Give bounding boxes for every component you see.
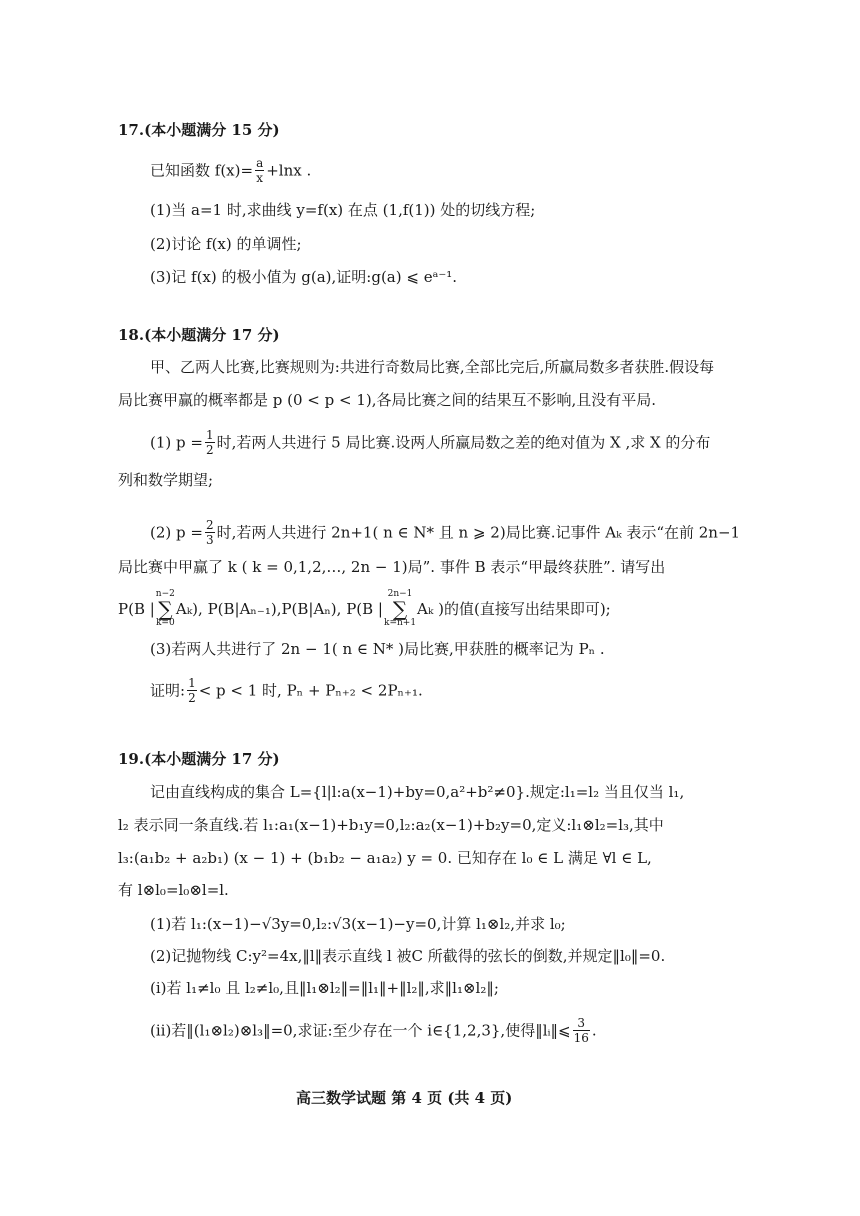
q18-p1-fraction [205, 429, 215, 456]
q19-heading: 19.(本小题满分 17 分) [118, 750, 280, 768]
q19-p2ii-fraction [573, 1017, 590, 1044]
q19-p2ii-num: 3 [573, 1017, 590, 1031]
q18-proof-num: 1 [188, 676, 196, 690]
q19-p2ii-pre: (ⅱ)若‖(l₁⊗l₂)⊗l₃‖=0,求证:至少存在一个 i∈{1,2,3},使得‖lᵢ‖⩽ [150, 1021, 571, 1040]
q17-frac-num: a [256, 156, 264, 170]
q18-part1-line2: 列和数学期望; [118, 471, 214, 489]
q18-part1 [150, 429, 710, 456]
q18-p1-num: 1 [205, 428, 214, 442]
q18-proof [150, 677, 423, 704]
q17-part1: (1)当 a=1 时,求曲线 y=f(x) 在点 (1,f(1)) 处的切线方程; [150, 201, 536, 219]
q19-intro-line2: l₂ 表示同一条直线.若 l₁:a₁(x−1)+b₁y=0,l₂:a₂(x−1)+b₂y=0,定义:l₁⊗l₂=l₃,其中 [118, 816, 664, 834]
q18-sum-a-pre: P(B | [118, 600, 155, 618]
q17-fraction [255, 157, 264, 184]
q17-intro [150, 157, 311, 184]
q19-part2-ii [150, 1017, 597, 1044]
q17-frac-den: x [256, 171, 264, 185]
q18-p1-post: 时,若两人共进行 5 局比赛.设两人所赢局数之差的绝对值为 X ,求 X 的分布 [216, 433, 711, 452]
q18-p2-pre: (2) p = [150, 523, 203, 542]
q18-proof-den: 2 [188, 691, 196, 705]
q17-intro-post: +lnx . [266, 161, 312, 180]
q18-intro-line2: 局比赛甲赢的概率都是 p (0 < p < 1),各局比赛之间的结果互不影响,且没有平局. [118, 391, 657, 409]
q19-part2-i: (ⅰ)若 l₁≠l₀ 且 l₂≠l₀,且‖l₁⊗l₂‖=‖l₁‖+‖l₂‖,求‖l₁⊗l₂‖; [150, 979, 499, 997]
q19-intro-line3: l₃:(a₁b₂ + a₂b₁) (x − 1) + (b₁b₂ − a₁a₂) y = 0. 已知存在 l₀ ∈ L 满足 ∀l ∈ L, [118, 849, 652, 867]
q18-p2-den: 3 [205, 533, 214, 547]
q19-p2ii-post: . [591, 1021, 597, 1040]
sigma-symbol: ∑ [158, 597, 173, 621]
page-footer: 高三数学试题 第 4 页 (共 4 页) [296, 1089, 513, 1107]
q18-part3: (3)若两人共进行了 2n − 1( n ∈ N* )局比赛,甲获胜的概率记为 Pₙ . [150, 640, 605, 658]
q19-intro-line4: 有 l⊗l₀=l₀⊗l=l. [118, 881, 229, 899]
summation-b [384, 590, 416, 628]
q17-intro-pre: 已知函数 f(x)= [150, 161, 254, 180]
summation-b-lower: k=n+1 [383, 618, 417, 628]
summation-a-upper: n−2 [155, 589, 175, 599]
summation-a-lower: k=0 [155, 618, 175, 628]
summation-a [156, 590, 175, 628]
q19-part1: (1)若 l₁:(x−1)−√3y=0,l₂:√3(x−1)−y=0,计算 l₁⊗l₂,并求 l₀; [150, 915, 566, 933]
q18-proof-post: < p < 1 时, Pₙ + Pₙ₊₂ < 2Pₙ₊₁. [198, 681, 423, 700]
q18-heading: 18.(本小题满分 17 分) [118, 326, 280, 344]
q18-p2-num: 2 [205, 518, 214, 532]
q17-part2: (2)讨论 f(x) 的单调性; [150, 235, 302, 253]
q18-part2 [150, 519, 740, 546]
q17-heading: 17.(本小题满分 15 分) [118, 121, 280, 139]
q18-intro-line1: 甲、乙两人比赛,比赛规则为:共进行奇数局比赛,全部比完后,所赢局数多者获胜.假设每 [150, 358, 715, 376]
q18-proof-fraction [187, 677, 197, 704]
q19-intro-line1: 记由直线构成的集合 L={l|l:a(x−1)+by=0,a²+b²≠0}.规定:l₁=l₂ 当且仅当 l₁, [150, 783, 685, 801]
q18-p2-fraction [205, 519, 215, 546]
q19-p2ii-den: 16 [573, 1031, 589, 1045]
q18-proof-pre: 证明: [150, 681, 186, 700]
q18-p1-den: 2 [205, 443, 214, 457]
q18-p1-pre: (1) p = [150, 433, 203, 452]
q18-sum-b-post: Aₖ )的值(直接写出结果即可); [417, 600, 611, 618]
q19-part2: (2)记抛物线 C:y²=4x,‖l‖表示直线 l 被C 所截得的弦长的倒数,并规定‖l₀‖=0. [150, 947, 666, 965]
q18-p2-post: 时,若两人共进行 2n+1( n ∈ N* 且 n ⩾ 2)局比赛.记事件 Aₖ 表示“在前 2n−1 [216, 523, 741, 542]
summation-b-upper: 2n−1 [387, 589, 413, 599]
sigma-symbol: ∑ [392, 597, 408, 621]
q18-sum-a-post: Aₖ), P(B|Aₙ₋₁),P(B|Aₙ), P(B | [175, 600, 383, 618]
q17-part3: (3)记 f(x) 的极小值为 g(a),证明:g(a) ⩽ eᵃ⁻¹. [150, 268, 458, 286]
q18-part2-sums [118, 590, 611, 628]
q18-part2-line2: 局比赛中甲赢了 k ( k = 0,1,2,…, 2n − 1)局”. 事件 B 表示“甲最终获胜”. 请写出 [118, 558, 666, 576]
